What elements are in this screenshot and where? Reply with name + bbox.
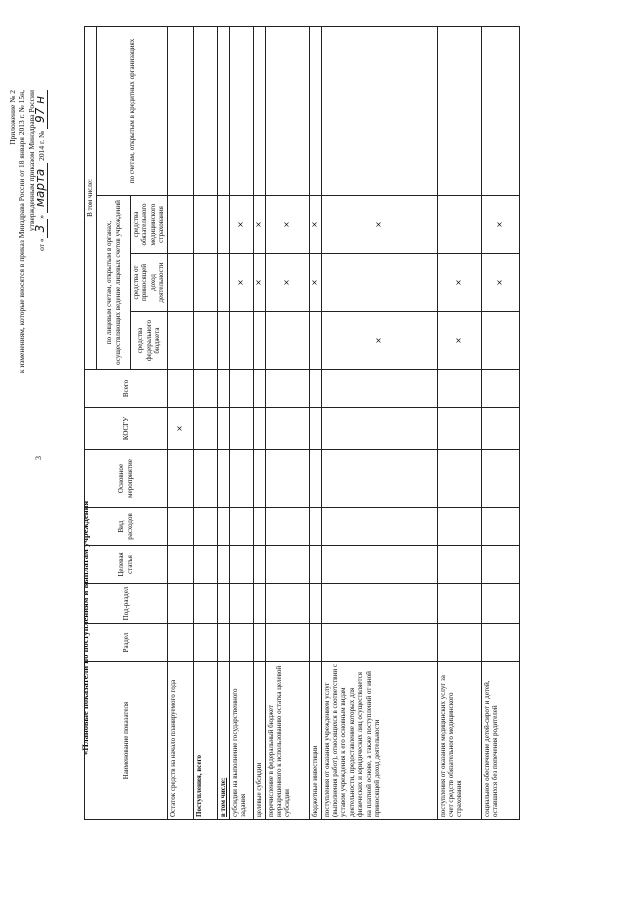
col-header-podrazdel: Под-раздел — [85, 584, 168, 624]
cell-dohod — [193, 254, 217, 312]
cell-empty — [309, 584, 321, 624]
cell-fed: × — [437, 312, 481, 370]
handwritten-order-number: 97 н — [33, 90, 48, 129]
handwritten-day: 3 — [33, 219, 48, 239]
cell-empty — [193, 26, 217, 195]
cell-empty — [265, 624, 309, 662]
cell-empty — [437, 450, 481, 508]
cell-oms — [437, 196, 481, 254]
cell-oms — [167, 196, 193, 254]
cell-empty — [437, 584, 481, 624]
cell-kosgu — [193, 408, 217, 450]
cell-empty — [481, 546, 519, 584]
cell-dohod: × — [253, 254, 265, 312]
table-row — [253, 26, 265, 819]
cell-empty — [481, 624, 519, 662]
cell-dohod: × — [437, 254, 481, 312]
cell-empty — [229, 546, 253, 584]
cell-fed — [309, 312, 321, 370]
cell-empty — [217, 546, 229, 584]
cell-empty — [265, 584, 309, 624]
cell-dohod — [321, 254, 437, 312]
table-row — [437, 26, 481, 819]
cell-empty — [229, 624, 253, 662]
cell-oms: × — [321, 196, 437, 254]
cell-empty — [309, 450, 321, 508]
table-row — [309, 26, 321, 819]
cell-dohod — [217, 254, 229, 312]
cell-empty — [309, 508, 321, 546]
cell-empty — [217, 26, 229, 195]
appendix-reference: к изменениям, которые вносятся в приказ Минздрава России от 18 января 2013 г. № 15н, — [17, 90, 27, 374]
cell-kosgu — [321, 408, 437, 450]
cell-oms: × — [229, 196, 253, 254]
cell-empty — [193, 450, 217, 508]
cell-empty — [167, 508, 193, 546]
appendix-number: Приложение № 2 — [8, 90, 17, 145]
appendix-header — [8, 90, 47, 550]
cell-oms: × — [253, 196, 265, 254]
cell-empty — [193, 546, 217, 584]
col-header-po-licevym: по лицевым счетам, открытым в органах, осуществляющих ведение лицевых счетов учреждений — [97, 196, 131, 370]
cell-empty — [217, 508, 229, 546]
cell-fed — [229, 312, 253, 370]
col-header-dohod: средства от приносящей доход деятельности — [131, 254, 168, 312]
table-row — [217, 26, 229, 819]
row-label: субсидии на выполнение государственного задания — [229, 662, 253, 820]
table-row — [193, 26, 217, 819]
cell-empty — [229, 584, 253, 624]
cell-empty — [193, 624, 217, 662]
cell-kosgu — [265, 408, 309, 450]
cell-empty — [437, 508, 481, 546]
col-header-osnovnoe: Основное мероприятие — [85, 450, 168, 508]
cell-empty — [265, 370, 309, 408]
cell-empty — [437, 546, 481, 584]
col-header-razdel: Раздел — [85, 624, 168, 662]
cell-empty — [321, 26, 437, 195]
cell-empty — [193, 508, 217, 546]
cell-kosgu — [253, 408, 265, 450]
cell-empty — [167, 370, 193, 408]
cell-oms — [217, 196, 229, 254]
cell-empty — [253, 26, 265, 195]
cell-empty — [309, 26, 321, 195]
cell-empty — [481, 508, 519, 546]
cell-empty — [481, 584, 519, 624]
cell-empty — [309, 546, 321, 584]
row-label: социальное обеспечение детей-сирот и детей, оставшихся без попечения родителей — [481, 662, 519, 820]
table-row — [229, 26, 253, 819]
cell-empty — [229, 370, 253, 408]
cell-empty — [217, 450, 229, 508]
row-label: поступления от оказания медицинских услуг за счет средств обязательного медицинского страхования — [437, 662, 481, 820]
row-label: Остаток средств на начало планируемого года — [167, 662, 193, 820]
cell-fed — [167, 312, 193, 370]
cell-empty — [481, 370, 519, 408]
cell-kosgu — [437, 408, 481, 450]
cell-fed: × — [321, 312, 437, 370]
table-row — [321, 26, 437, 819]
cell-empty — [229, 26, 253, 195]
col-header-v-tom-chisle: В том числе: — [85, 26, 97, 369]
cell-empty — [217, 370, 229, 408]
cell-empty — [321, 450, 437, 508]
cell-empty — [437, 26, 481, 195]
cell-dohod: × — [309, 254, 321, 312]
cell-empty — [309, 624, 321, 662]
row-label: бюджетные инвестиции — [309, 662, 321, 820]
cell-fed — [193, 312, 217, 370]
cell-kosgu: × — [167, 408, 193, 450]
table-title: «Плановые показатели по поступлениям и выплатам учреждения — [80, 500, 90, 755]
row-label: целевые субсидии — [253, 662, 265, 820]
cell-empty — [167, 624, 193, 662]
table-body — [167, 26, 519, 819]
cell-empty — [265, 546, 309, 584]
cell-empty — [437, 370, 481, 408]
page-number: 3 — [34, 456, 43, 460]
cell-dohod: × — [481, 254, 519, 312]
cell-empty — [167, 546, 193, 584]
row-label: поступления от оказания учреждением услуг (выполнения работ), относящихся в соответствии с уставом учреждения к его основным видам деятельности, предоставление которых для физических и юридических лиц осуществляется на платной основе, а также поступлений от иной приносящей доход деятельности — [321, 662, 437, 820]
approval-line: утвержденным приказом Минздрава России — [26, 90, 36, 232]
cell-dohod — [167, 254, 193, 312]
cell-fed — [481, 312, 519, 370]
col-header-vsego: Всего — [85, 370, 168, 408]
col-header-kredit: по счетам, открытым в кредитных организациях — [97, 26, 168, 195]
col-header-oms: средства обязательного медицинского страхования — [131, 196, 168, 254]
cell-oms: × — [481, 196, 519, 254]
cell-fed — [253, 312, 265, 370]
cell-empty — [321, 584, 437, 624]
row-label: Поступления, всего — [193, 662, 217, 820]
row-label: в том числе: — [217, 662, 229, 820]
cell-kosgu — [217, 408, 229, 450]
cell-empty — [253, 370, 265, 408]
cell-empty — [265, 508, 309, 546]
cell-dohod: × — [265, 254, 309, 312]
cell-empty — [253, 508, 265, 546]
cell-oms: × — [265, 196, 309, 254]
cell-empty — [253, 450, 265, 508]
plan-indicators-table — [84, 26, 520, 820]
col-header-kosgu: КОСГУ — [85, 408, 168, 450]
cell-oms: × — [309, 196, 321, 254]
cell-empty — [193, 370, 217, 408]
cell-empty — [253, 624, 265, 662]
table-row — [265, 26, 309, 819]
cell-empty — [229, 450, 253, 508]
cell-empty — [217, 584, 229, 624]
cell-empty — [437, 624, 481, 662]
cell-empty — [217, 624, 229, 662]
handwritten-month: марта — [33, 163, 48, 213]
cell-empty — [167, 450, 193, 508]
cell-empty — [229, 508, 253, 546]
order-date-line: от «3» марта 2014 г. № 97 н — [36, 90, 46, 550]
cell-empty — [309, 370, 321, 408]
cell-empty — [481, 26, 519, 195]
cell-empty — [321, 508, 437, 546]
cell-empty — [481, 450, 519, 508]
cell-oms — [193, 196, 217, 254]
col-header-vid: Вид расходов — [85, 508, 168, 546]
cell-empty — [253, 546, 265, 584]
cell-empty — [167, 26, 193, 195]
table-row — [481, 26, 519, 819]
cell-empty — [265, 26, 309, 195]
cell-empty — [167, 584, 193, 624]
col-header-fed: средства федерального бюджета — [131, 312, 168, 370]
cell-empty — [253, 584, 265, 624]
cell-empty — [321, 624, 437, 662]
cell-dohod: × — [229, 254, 253, 312]
cell-empty — [321, 370, 437, 408]
cell-kosgu — [309, 408, 321, 450]
col-header-name: Наименование показателя — [85, 662, 168, 820]
cell-fed — [265, 312, 309, 370]
col-header-celevaya: Целевая статья — [85, 546, 168, 584]
cell-empty — [193, 584, 217, 624]
cell-fed — [217, 312, 229, 370]
cell-empty — [321, 546, 437, 584]
cell-kosgu — [229, 408, 253, 450]
table-row — [167, 26, 193, 819]
cell-empty — [265, 450, 309, 508]
cell-kosgu — [481, 408, 519, 450]
row-label: перечисление в федеральный бюджет неразрешенного к использованию остатка целевой субсидии — [265, 662, 309, 820]
